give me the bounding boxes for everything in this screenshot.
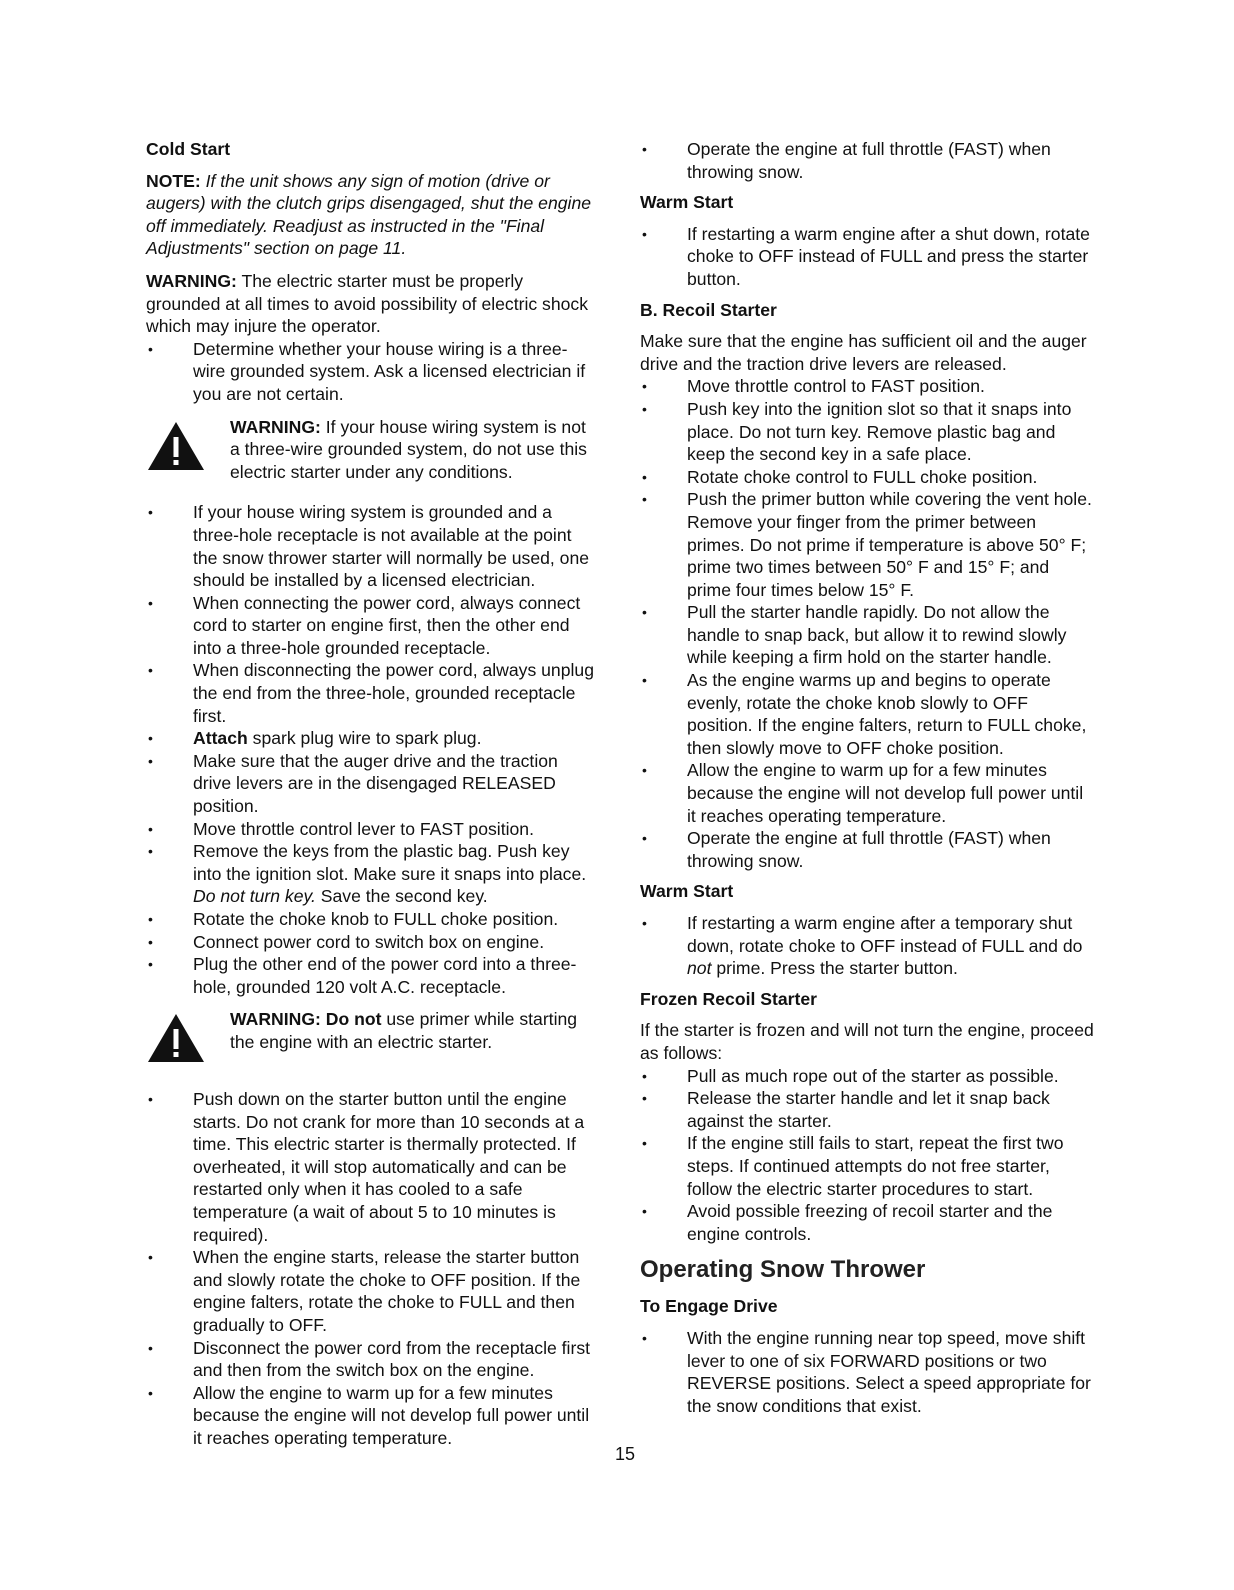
bullet-list [146, 338, 598, 406]
warm-start-text-b: prime. Press the starter button. [716, 958, 958, 979]
bullet-list [640, 912, 1096, 980]
list-item: • Push the primer button while covering the vent hole. Remove your finger from the primer between primes. Do not prime if temperature is above 50° F; prime two times between 50° F and 15° F; and prime four times below 15° F. [640, 488, 1096, 601]
list-item: • Plug the other end of the power cord into a three-hole, grounded 120 volt A.C. receptacle. [146, 953, 598, 998]
list-item: • Avoid possible freezing of recoil starter and the engine controls. [640, 1200, 1096, 1245]
warning-box-text [230, 416, 598, 484]
warning-label: WARNING: [146, 270, 237, 291]
list-item: • Rotate the choke knob to FULL choke position. [146, 908, 598, 931]
warm-start-heading: Warm Start [640, 192, 734, 213]
list-item: • If restarting a warm engine after a shut down, rotate choke to OFF instead of FULL and press the starter button. [640, 223, 1096, 291]
bullet-list [640, 223, 1096, 291]
warning-triangle-icon [146, 1008, 230, 1070]
list-item: • Allow the engine to warm up for a few minutes because the engine will not develop full power until it reaches operating temperature. [640, 759, 1096, 827]
note-label: NOTE: [146, 170, 201, 191]
cold-start-heading: Cold Start [146, 139, 231, 159]
warning-box-label: WARNING: [230, 1009, 321, 1030]
list-item: • As the engine warms up and begins to operate evenly, rotate the choke knob slowly to OFF position. If the engine falters, return to FULL choke, then slowly move to OFF choke position. [640, 669, 1096, 759]
list-item: • Release the starter handle and let it snap back against the starter. [640, 1087, 1096, 1132]
warning-box-bold: Do not [325, 1009, 382, 1030]
warning-box [146, 416, 598, 484]
warning-box-label: WARNING: [230, 416, 321, 437]
right-column [640, 138, 1096, 1417]
list-item: • Move throttle control to FAST position. [640, 375, 1096, 398]
list-item: • Connect power cord to switch box on engine. [146, 931, 598, 954]
list-item: • With the engine running near top speed, move shift lever to one of six FORWARD positions or two REVERSE positions. Select a speed appropriate for the snow conditions that exist. [640, 1327, 1096, 1417]
warning-triangle-icon [146, 416, 230, 478]
list-item: • Allow the engine to warm up for a few minutes because the engine will not develop full power until it reaches operating temperature. [146, 1382, 598, 1450]
warning-box-body: If your house wiring system is not a three-wire grounded system, do not use this electric starter under any conditions. [230, 416, 587, 482]
engage-drive-heading: To Engage Drive [640, 1296, 778, 1317]
remove-keys-text-b: Save the second key. [320, 886, 488, 907]
recoil-starter-heading: B. Recoil Starter [640, 299, 777, 320]
warning-box-text [230, 1008, 598, 1053]
note-paragraph [146, 170, 598, 260]
list-item: • When connecting the power cord, always connect cord to starter on engine first, then the other end into a three-hole grounded receptacle. [146, 592, 598, 660]
list-item: • Move throttle control lever to FAST position. [146, 818, 598, 841]
bullet-list [640, 1065, 1096, 1246]
page-number: 15 [614, 1444, 636, 1464]
bullet-list [146, 1088, 598, 1450]
list-item: • Rotate choke control to FULL choke position. [640, 466, 1096, 489]
remove-keys-text: Remove the keys from the plastic bag. Push key into the ignition slot. Make sure it snaps into place. [193, 841, 587, 884]
list-item: • Push down on the starter button until the engine starts. Do not crank for more than 10 seconds at a time. This electric starter is thermally protected. If overheated, it will stop automatically and can be restarted only when it has cooled to a safe temperature (a wait of about 5 to 10 minutes is required). [146, 1088, 598, 1246]
attach-text: spark plug wire to spark plug. [252, 728, 482, 749]
attach-bold: Attach [193, 728, 248, 749]
list-item: • Disconnect the power cord from the receptacle first and then from the switch box on the engine. [146, 1337, 598, 1382]
remove-keys-italic: Do not turn key. [193, 886, 316, 907]
bullet-list [640, 375, 1096, 872]
bullet-list [640, 1327, 1096, 1417]
list-item: • Pull as much rope out of the starter as possible. [640, 1065, 1096, 1088]
bullet-list [640, 138, 1096, 183]
operating-snow-thrower-heading: Operating Snow Thrower [640, 1256, 926, 1284]
warning-paragraph [146, 270, 598, 338]
frozen-intro: If the starter is frozen and will not turn the engine, proceed as follows: [640, 1020, 1094, 1063]
left-column [146, 138, 598, 1449]
list-item: • Operate the engine at full throttle (FAST) when throwing snow. [640, 138, 1096, 183]
list-item [146, 727, 598, 750]
warm-start-heading: Warm Start [640, 881, 734, 902]
warning-text: The electric starter must be properly grounded at all times to avoid possibility of electric shock which may injure the operator. [146, 270, 589, 337]
list-item: • When disconnecting the power cord, always unplug the end from the three-hole, grounded receptacle first. [146, 659, 598, 727]
warning-box-body: use primer while starting the engine with an electric starter. [230, 1009, 578, 1052]
list-item: • Pull the starter handle rapidly. Do not allow the handle to snap back, but allow it to rewind slowly while keeping a firm hold on the starter handle. [640, 601, 1096, 669]
list-item: • If the engine still fails to start, repeat the first two steps. If continued attempts do not free starter, follow the electric starter procedures to start. [640, 1132, 1096, 1200]
bullet-list [146, 501, 598, 998]
list-item: • Operate the engine at full throttle (FAST) when throwing snow. [640, 827, 1096, 872]
list-item: • If your house wiring system is grounded and a three-hole receptacle is not available at the point the snow thrower starter will normally be used, one should be installed by a licensed electrician. [146, 501, 598, 591]
list-item: • Make sure that the auger drive and the traction drive levers are in the disengaged RELEASED position. [146, 750, 598, 818]
recoil-intro: Make sure that the engine has sufficient oil and the auger drive and the traction drive levers are released. [640, 331, 1087, 374]
list-item [640, 912, 1096, 980]
list-item: • Determine whether your house wiring is a three-wire grounded system. Ask a licensed electrician if you are not certain. [146, 338, 598, 406]
warning-box [146, 1008, 598, 1070]
list-item [146, 840, 598, 908]
warm-start-text: If restarting a warm engine after a temporary shut down, rotate choke to OFF instead of FULL and do [687, 913, 1083, 956]
list-item: • When the engine starts, release the starter button and slowly rotate the choke to OFF position. If the engine falters, rotate the choke to FULL and then gradually to OFF. [146, 1246, 598, 1336]
warm-start-italic: not [687, 958, 712, 979]
note-text: If the unit shows any sign of motion (drive or augers) with the clutch grips disengaged, shut the engine off immediately. Readjust as instructed in the "Final Adjustments" section on page 11. [146, 170, 592, 259]
frozen-recoil-heading: Frozen Recoil Starter [640, 988, 817, 1009]
list-item: • Push key into the ignition slot so that it snaps into place. Do not turn key. Remove plastic bag and keep the second key in a safe place. [640, 398, 1096, 466]
